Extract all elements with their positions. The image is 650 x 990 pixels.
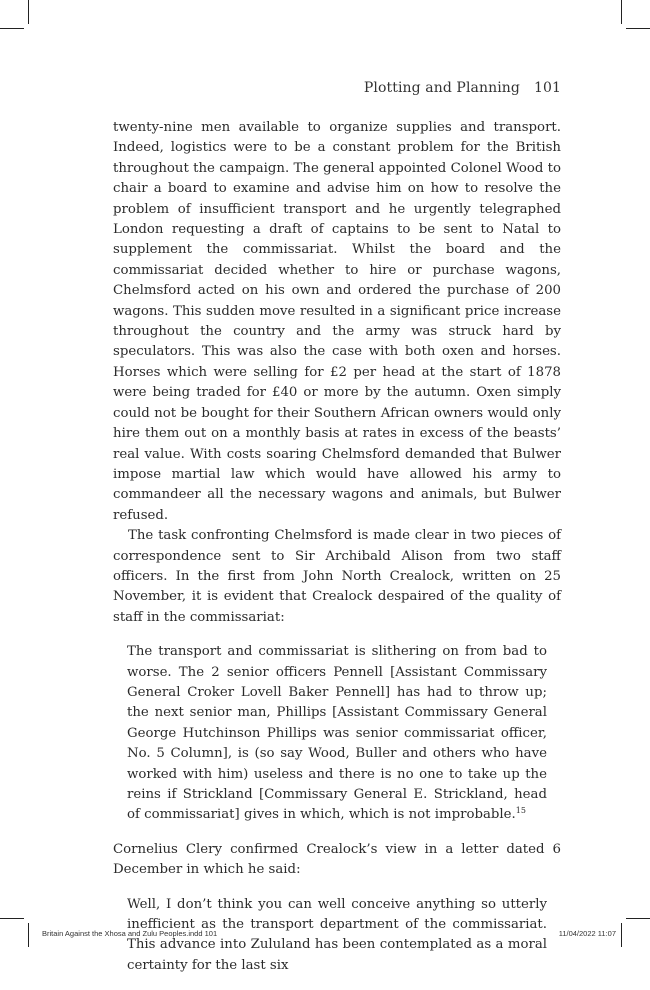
- slug-filename: Britain Against the Xhosa and Zulu Peoples.indd 101: [42, 929, 218, 938]
- slug-timestamp: 11/04/2022 11:07: [558, 929, 616, 938]
- quote-text: Well, I don’t think you can well conceive anything so utterly inefficient as the transport department of the commissariat. This advance into Zululand has been contemplated as a moral certainty for the last six: [127, 896, 547, 973]
- block-quote: [127, 642, 547, 826]
- paragraph: twenty-nine men available to organize supplies and transport. Indeed, logistics were to be a constant problem for the British throughout the campaign. The general appointed Colonel Wood to chair a board to examine and advise him on how to resolve the problem of insufficient transport and he urgently telegraphed London requesting a draft of captains to be sent to Natal to supplement the commissariat. Whilst the board and the commissariat decided whether to hire or purchase wagons, Chelmsford acted on his own and ordered the purchase of 200 wagons. This sudden move resulted in a significant price increase throughout the country and the army was struck hard by speculators. This was also the case with both oxen and horses. Horses which were selling for £2 per head at the start of 1878 were being traded for £40 or more by the autumn. Oxen simply could not be bought for their Southern African owners would only hire them out on a monthly basis at rates in excess of the beasts’ real value. With costs soaring Chelmsford demanded that Bulwer impose martial law which would have allowed his army to commandeer all the necessary wagons and animals, but Bulwer refused.: [113, 120, 561, 523]
- crop-mark: [28, 0, 29, 24]
- paragraph: Cornelius Clery confirmed Crealock’s view in a letter dated 6 December in which he said:: [113, 841, 561, 878]
- footnote-marker: 15: [515, 806, 526, 816]
- crop-mark: [0, 918, 24, 919]
- page-number: 101: [533, 80, 561, 96]
- paragraph: The task confronting Chelmsford is made clear in two pieces of correspondence sent to Sir Archibald Alison from two staff officers. In the first from John North Crealock, written on 25 November, it is evident that Crealock despaired of the quality of staff in the commissariat:: [113, 528, 561, 625]
- crop-mark: [621, 0, 622, 24]
- body-text: [113, 118, 561, 990]
- crop-mark: [626, 918, 650, 919]
- crop-mark: [0, 28, 24, 29]
- quote-text: The transport and commissariat is slithering on from bad to worse. The 2 senior officers Pennell [Assistant Commissary General Croker Lovell Baker Pennell] has had to throw up; the next senior man, Phillips [Assistant Commissary General George Hutchinson Phillips was senior commissariat officer, No. 5 Column], is (so say Wood, Buller and others who have worked with him) useless and there is no one to take up the reins if Strickland [Commissary General E. Strickland, head of commissariat] gives in which, which is not improbable.: [127, 644, 547, 823]
- running-head-title: Plotting and Planning: [363, 80, 520, 96]
- crop-mark: [28, 923, 29, 947]
- running-head: [364, 80, 561, 96]
- crop-mark: [621, 923, 622, 947]
- crop-mark: [626, 28, 650, 29]
